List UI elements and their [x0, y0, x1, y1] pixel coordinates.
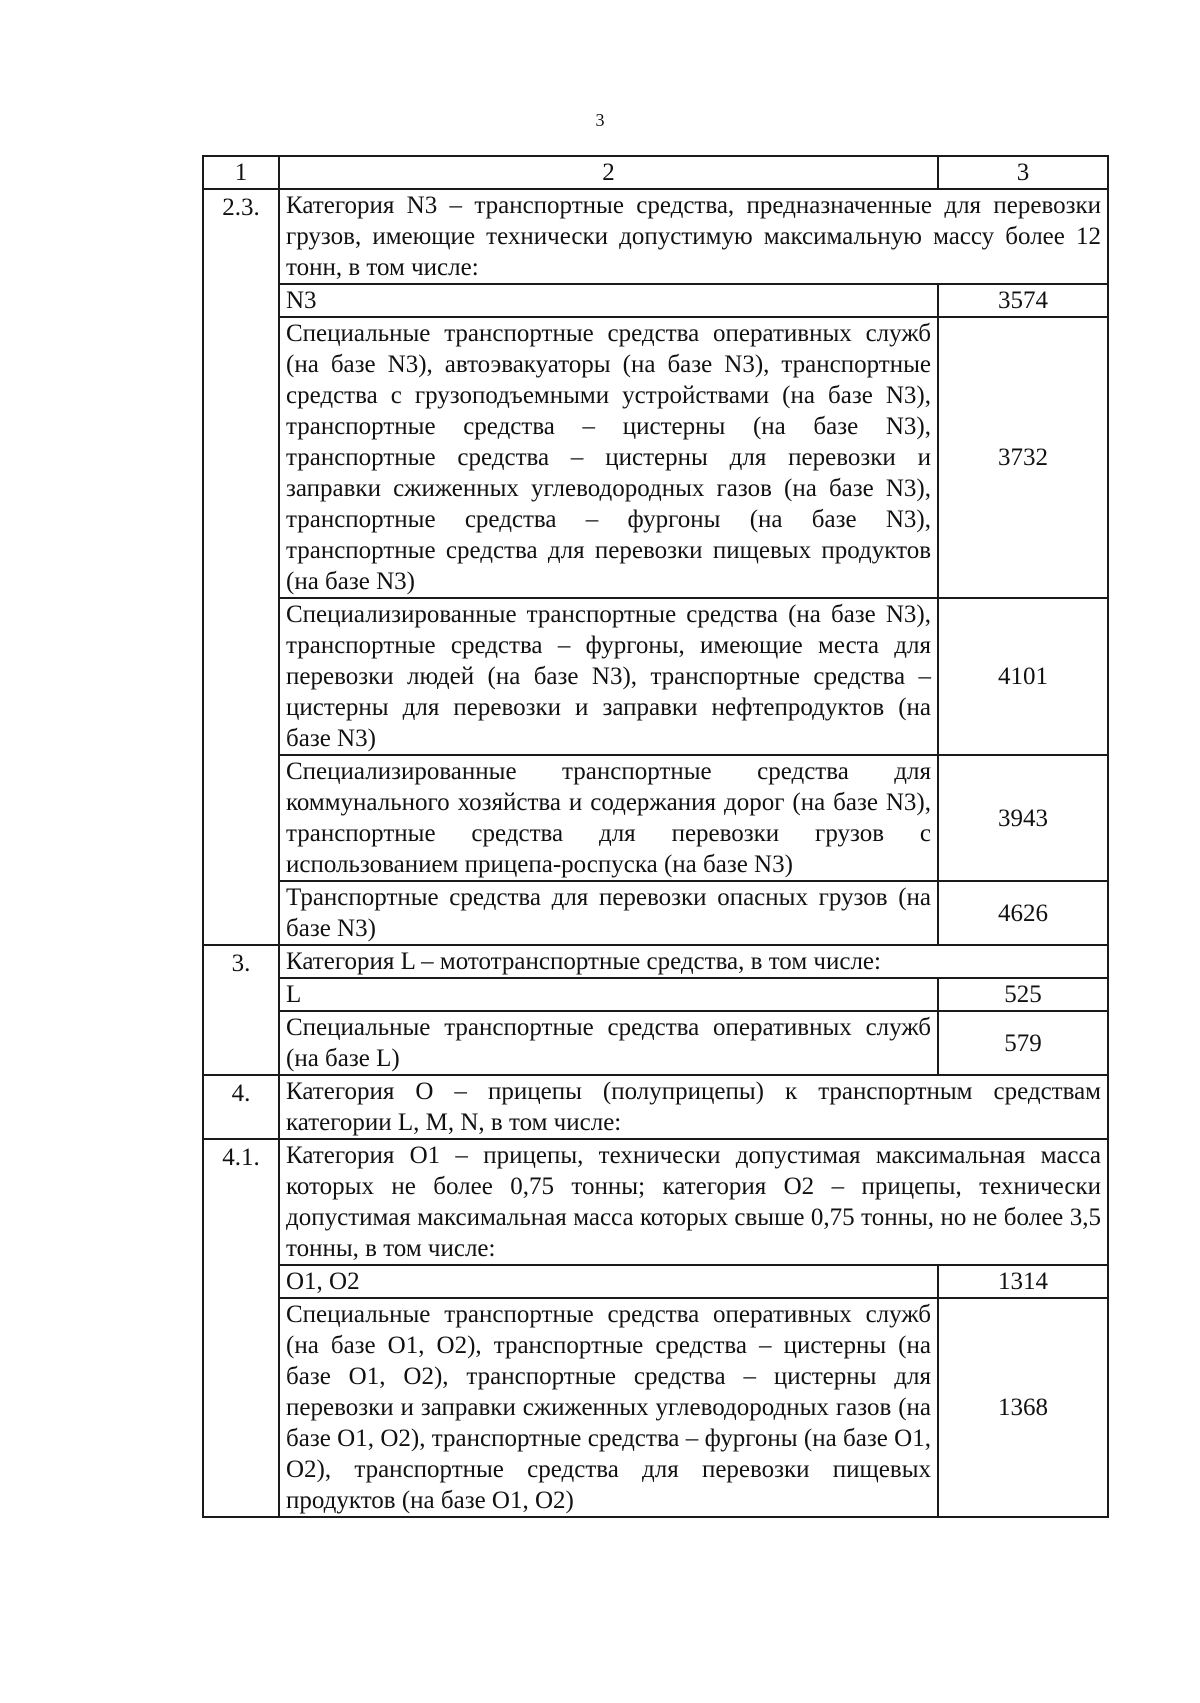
table-row	[203, 598, 1108, 755]
row-text: Специальные транспортные средства оперативных служб (на базе N3), автоэвакуаторы (на базе N3), транспортные средства с грузоподъемными устройствами (на базе N3), транспортные средства – цистерны (на базе N3), транспортные средства – цистерны для перевозки и заправки сжиженных углеводородных газов (на базе N3), транспортные средства – фургоны (на базе N3), транспортные средства для перевозки пищевых продуктов (на базе N3)	[279, 317, 938, 598]
row-value: 3943	[938, 755, 1108, 881]
header-col-2: 2	[279, 156, 938, 189]
table-header-row	[203, 156, 1108, 189]
row-text: Транспортные средства для перевозки опасных грузов (на базе N3)	[279, 881, 938, 945]
table-row	[203, 755, 1108, 881]
row-text: N3	[279, 284, 938, 317]
section-number: 4.1.	[203, 1139, 279, 1517]
row-text: O1, O2	[279, 1265, 938, 1298]
row-value: 525	[938, 978, 1108, 1011]
row-value: 1314	[938, 1265, 1108, 1298]
table-row	[203, 881, 1108, 945]
section-title: Категория L – мототранспортные средства, в том числе:	[279, 945, 1108, 978]
row-value: 3732	[938, 317, 1108, 598]
section-number: 4.	[203, 1075, 279, 1139]
table-row	[203, 189, 1108, 284]
section-title: Категория O1 – прицепы, технически допустимая максимальная масса которых не более 0,75 тонны; категория O2 – прицепы, технически допустимая максимальная масса которых свыше 0,75 тонны, но не более 3,5 тонны, в том числе:	[279, 1139, 1108, 1265]
table-row	[203, 978, 1108, 1011]
header-col-1: 1	[203, 156, 279, 189]
section-number: 3.	[203, 945, 279, 1075]
table-row	[203, 1298, 1108, 1517]
table-row	[203, 317, 1108, 598]
row-value: 1368	[938, 1298, 1108, 1517]
row-value: 4101	[938, 598, 1108, 755]
section-title: Категория O – прицепы (полуприцепы) к транспортным средствам категории L, M, N, в том числе:	[279, 1075, 1108, 1139]
header-col-3: 3	[938, 156, 1108, 189]
table-row	[203, 284, 1108, 317]
row-text: Специализированные транспортные средства (на базе N3), транспортные средства – фургоны, имеющие места для перевозки людей (на базе N3), транспортные средства – цистерны для перевозки и заправки нефтепродуктов (на базе N3)	[279, 598, 938, 755]
table-row	[203, 1265, 1108, 1298]
row-text: Специализированные транспортные средства для коммунального хозяйства и содержания дорог (на базе N3), транспортные средства для перевозки грузов с использованием прицепа-роспуска (на базе N3)	[279, 755, 938, 881]
row-text: L	[279, 978, 938, 1011]
row-value: 579	[938, 1011, 1108, 1075]
table-row	[203, 1139, 1108, 1265]
section-number: 2.3.	[203, 189, 279, 945]
row-text: Специальные транспортные средства оперативных служб (на базе O1, O2), транспортные средства – цистерны (на базе O1, O2), транспортные средства – цистерны для перевозки и заправки сжиженных углеводородных газов (на базе O1, O2), транспортные средства – фургоны (на базе O1, O2), транспортные средства для перевозки пищевых продуктов (на базе O1, O2)	[279, 1298, 938, 1517]
table-row	[203, 1075, 1108, 1139]
row-value: 4626	[938, 881, 1108, 945]
section-title: Категория N3 – транспортные средства, предназначенные для перевозки грузов, имеющие технически допустимую максимальную массу более 12 тонн, в том числе:	[279, 189, 1108, 284]
table-row	[203, 1011, 1108, 1075]
table-row	[203, 945, 1108, 978]
row-value: 3574	[938, 284, 1108, 317]
tariff-table	[202, 155, 1109, 1518]
page-number: 3	[595, 110, 605, 130]
row-text: Специальные транспортные средства оперативных служб (на базе L)	[279, 1011, 938, 1075]
